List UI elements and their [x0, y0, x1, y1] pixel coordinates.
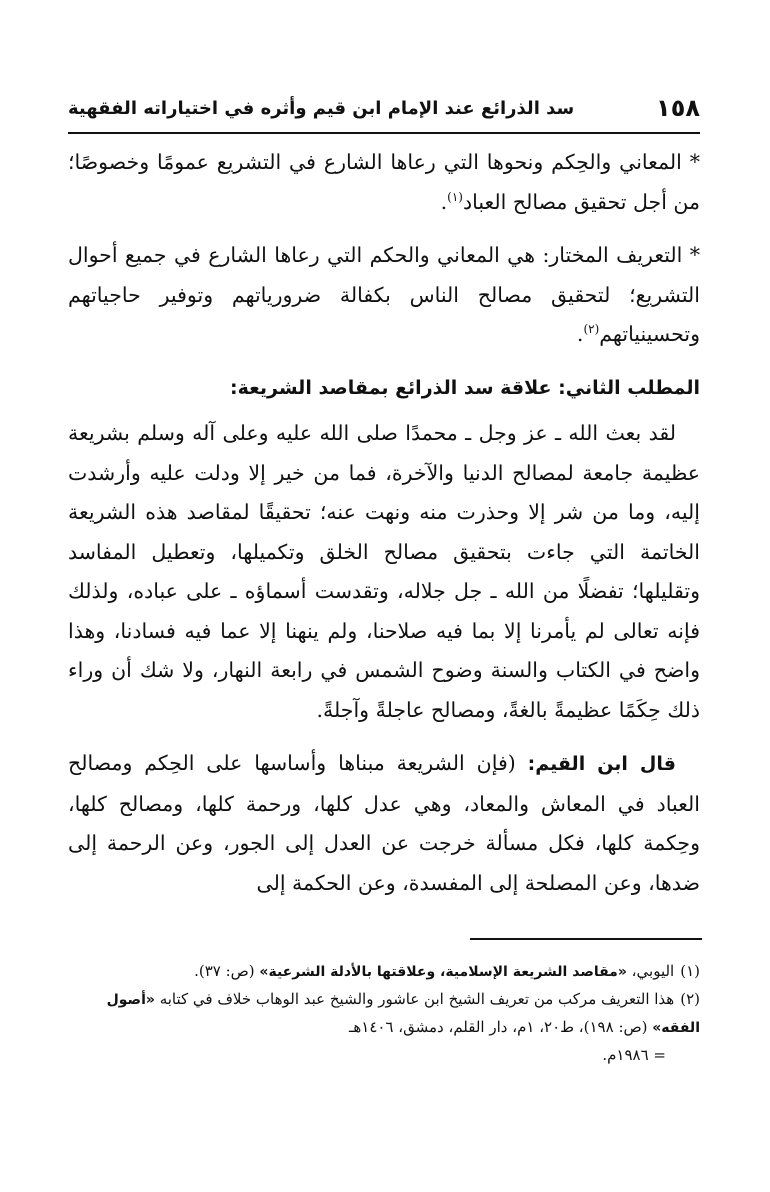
paragraph-sharia: لقد بعث الله ـ عز وجل ـ محمدًا صلى الله عليه وعلى آله وسلم بشريعة عظيمة جامعة لمصالح الدنيا والآخرة، فما من خير إلا ودلت عليه وأرشدت إليه، وما من شر إلا وحذرت منه ونهت عنه؛ تحقيقًا لمقاصد هذه الشريعة الخاتمة التي جاءت بتحقيق مصالح الخلق وتكميلها، وتعطيل المفاسد وتقليلها؛ تفضلًا من الله ـ جل جلاله، وتقدست أسماؤه ـ على عباده، ولذلك فإنه تعالى لم يأمرنا إلا بما فيه صلاحنا، ولم ينهنا إلا عما فيه فسادنا، وهذا واضح في الكتاب والسنة وضوح الشمس في رابعة النهار، ولا شك أن وراء ذلك حِكَمًا عظيمةً بالغةً، ومصالح عاجلةً وآجلةً. — [68, 421, 700, 722]
page-number: ١٥٨ — [656, 94, 700, 122]
footnote-book-title: «مقاصد الشريعة الإسلامية، وعلاقتها بالأدلة الشرعية» — [259, 964, 627, 980]
footnote-divider — [470, 938, 702, 940]
footnotes — [68, 958, 700, 1069]
running-title: سد الذرائع عند الإمام ابن قيم وأثره في اختياراته الفقهية — [68, 98, 575, 119]
footnote-2-continuation: = ١٩٨٦م. — [602, 1046, 666, 1064]
paragraph-definition-2 — [68, 236, 700, 355]
footnote-1 — [68, 958, 700, 986]
footnote-text: اليوبي، — [626, 962, 675, 980]
quote-speaker: قال ابن القيم: — [527, 753, 676, 775]
page-header — [68, 92, 700, 134]
paragraph-end: . — [440, 189, 448, 214]
section-subheading: المطلب الثاني: علاقة سد الذرائع بمقاصد الشريعة: — [230, 376, 700, 399]
paragraph-end: . — [576, 322, 584, 346]
footnote-ref-2[interactable]: (٢) — [583, 322, 600, 337]
footnote-book-title: «أصول الفقه» — [106, 992, 700, 1036]
footnote-text: هذا التعريف مركب من تعريف الشيخ ابن عاشور والشيخ عبد الوهاب خلاف في كتابه — [154, 990, 675, 1008]
footnote-number: (٢) — [680, 990, 700, 1008]
paragraph-text: * التعريف المختار: هي المعاني والحكم التي رعاها الشارع في جميع أحوال التشريع؛ لتحقيق مصالح الناس بكفالة ضرورياتهم وتوفير حاجياتهم وتحسينياتهم — [68, 243, 700, 346]
quote-text: (فإن الشريعة مبناها وأساسها على الحِكم ومصالح العباد في المعاش والمعاد، وهي عدل كلها، ورحمة كلها، ومصالح كلها، وحِكمة كلها، فكل مسألة خرجت عن العدل إلى الجور، وعن الرحمة إلى ضدها، وعن المصلحة إلى المفسدة، وعن الحكمة إلى — [68, 751, 700, 895]
footnote-ref-1[interactable]: (١) — [447, 189, 463, 204]
main-text — [68, 143, 700, 917]
paragraph-ibn-qayyim — [68, 744, 700, 903]
footnote-text: (ص: ٣٧). — [194, 962, 260, 980]
footnote-2 — [68, 986, 700, 1042]
footnote-number: (١) — [680, 962, 700, 980]
paragraph-text: * المعاني والحِكم ونحوها التي رعاها الشارع في التشريع عمومًا وخصوصًا؛ من أجل تحقيق مصالح العباد — [68, 150, 700, 214]
footnote-text: (ص: ١٩٨)، ط٢٠، ١م، دار القلم، دمشق، ١٤٠٦هـ — [348, 1018, 653, 1036]
paragraph-definition-1 — [68, 143, 700, 222]
